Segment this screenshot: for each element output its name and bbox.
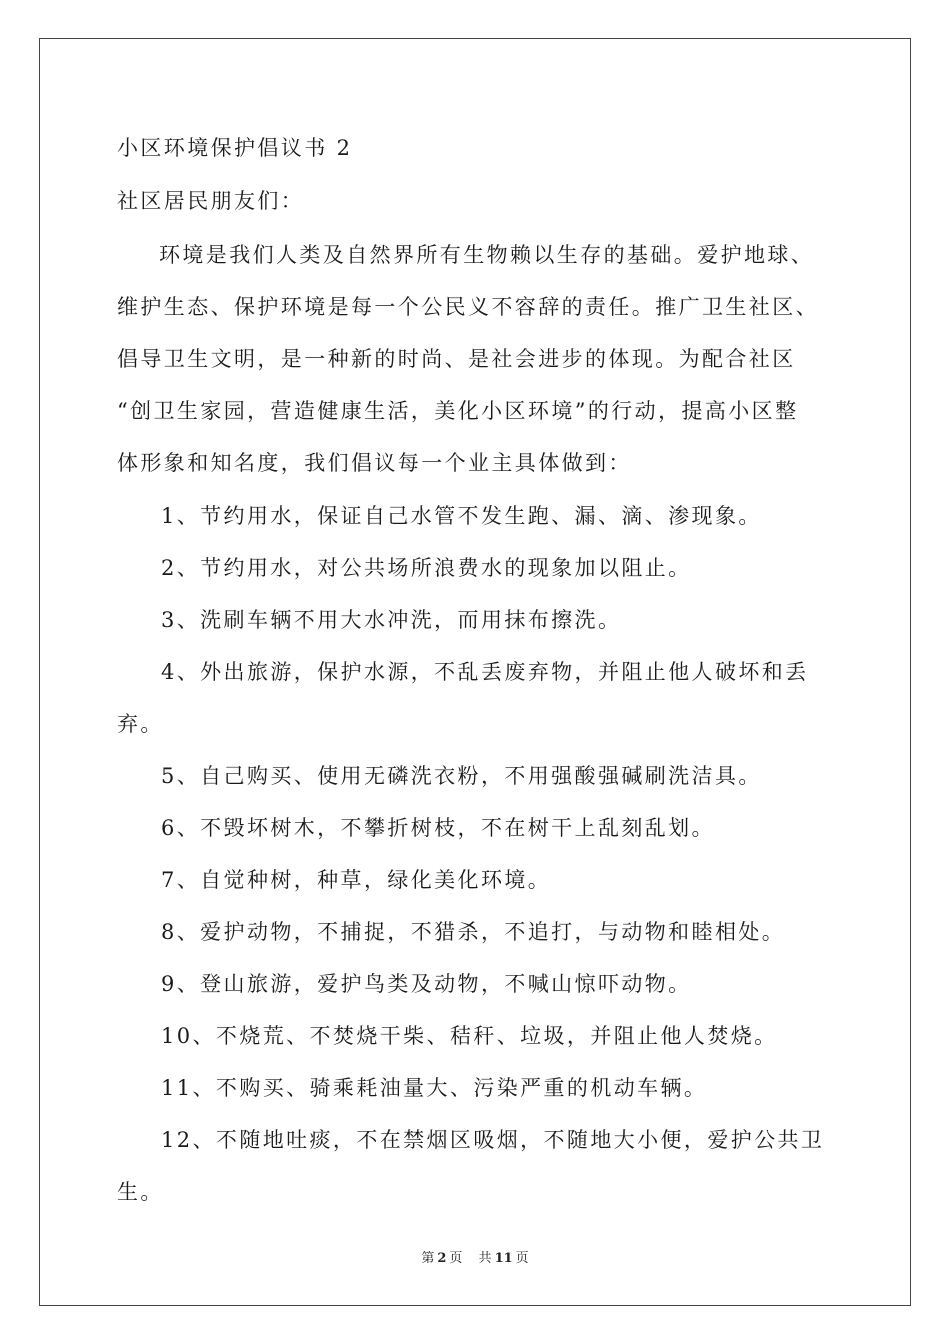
list-item: 8、爱护动物，不捕捉，不猎杀，不追打，与动物和睦相处。: [161, 920, 786, 944]
list-item: 5、自己购买、使用无磷洗衣粉，不用强酸强碱刷洗洁具。: [161, 764, 762, 788]
list-item: 7、自觉种树，种草，绿化美化环境。: [161, 868, 552, 892]
document-title: 小区环境保护倡议书 2: [117, 136, 353, 160]
page-total: [476, 1251, 532, 1266]
total-pages: 11: [494, 1251, 513, 1266]
list-item: 4、外出旅游，保护水源，不乱丢废弃物，并阻止他人破坏和丢: [161, 660, 809, 684]
list-item: 3、洗刷车辆不用大水冲洗，而用抹布擦洗。: [161, 608, 622, 632]
page-number: [418, 1251, 465, 1266]
list-item-continuation: 生。: [117, 1180, 164, 1204]
intro-line: 环境是我们人类及自然界所有生物赖以生存的基础。爱护地球、: [159, 243, 815, 267]
page-footer: [0, 1247, 950, 1266]
total-suffix: 页: [515, 1251, 529, 1266]
document-body: [117, 128, 833, 1218]
intro-line: 维护生态、保护环境是每一个公民义不容辞的责任。推广卫生社区、: [117, 295, 819, 319]
intro-line: 体形象和知名度，我们倡议每一个业主具体做到：: [117, 451, 632, 475]
current-page: 2: [437, 1251, 447, 1266]
total-prefix: 共: [478, 1251, 492, 1266]
list-item: 11、不购买、骑乘耗油量大、污染严重的机动车辆。: [161, 1076, 708, 1100]
list-item-continuation: 弃。: [117, 712, 164, 736]
list-item: 1、节约用水，保证自己水管不发生跑、漏、滴、渗现象。: [161, 504, 762, 528]
list-item: 9、登山旅游，爱护鸟类及动物，不喊山惊吓动物。: [161, 972, 692, 996]
list-item: 2、节约用水，对公共场所浪费水的现象加以阻止。: [161, 556, 692, 580]
intro-line: “创卫生家园，营造健康生活，美化小区环境”的行动，提高小区整: [117, 399, 799, 423]
intro-line: 倡导卫生文明，是一种新的时尚、是社会进步的体现。为配合社区: [117, 347, 796, 371]
list-item: 6、不毁坏树木，不攀折树枝，不在树干上乱刻乱划。: [161, 816, 715, 840]
page-prefix: 第: [421, 1251, 435, 1266]
page-suffix: 页: [449, 1251, 463, 1266]
list-item: 10、不烧荒、不焚烧干柴、秸秆、垃圾，并阻止他人焚烧。: [161, 1024, 778, 1048]
list-item: 12、不随地吐痰，不在禁烟区吸烟，不随地大小便，爱护公共卫: [161, 1128, 825, 1152]
greeting: 社区居民朋友们：: [117, 189, 305, 213]
